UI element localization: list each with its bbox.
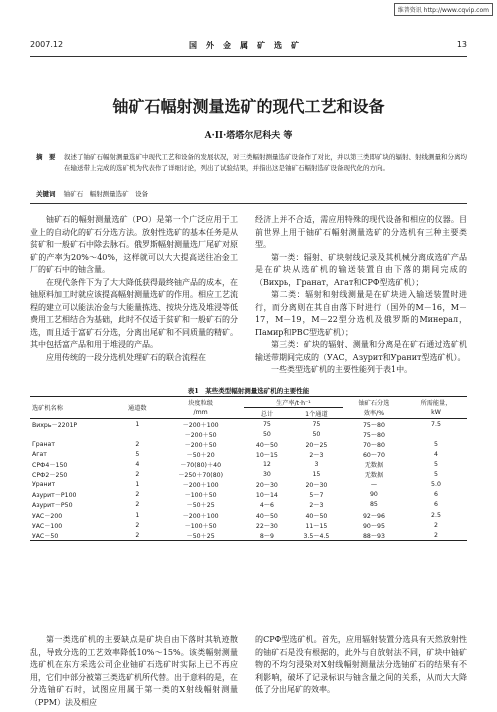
- cell-size: －200＋100: [157, 419, 244, 430]
- cell-efficiency: 60～70: [362, 452, 385, 460]
- journal-name: 国外金属矿选矿: [189, 41, 308, 50]
- cell-total: 22～30: [255, 522, 278, 530]
- table-row: [30, 429, 467, 439]
- cell-machine: Уранит: [32, 481, 56, 489]
- header-power-unit: kW: [431, 409, 441, 417]
- cell-machine: Азурит－P100: [32, 492, 77, 500]
- cell-power: 5: [434, 471, 438, 479]
- header-channels: 通道数: [117, 397, 157, 419]
- cell-power: 5: [434, 461, 438, 469]
- cell-power: 2: [405, 530, 467, 541]
- cell-channels: 2: [117, 530, 157, 541]
- running-header: [30, 40, 467, 52]
- cell-per-channel: 2～3: [309, 452, 324, 460]
- cell-machine: УAC－200: [32, 512, 63, 520]
- cell-machine: CPФ2－250: [32, 472, 68, 480]
- cell-efficiency: 92～96: [362, 512, 385, 520]
- watermark: 维普资讯 http://www.cqvip.com: [394, 3, 493, 16]
- table-row: [30, 470, 467, 480]
- cell-size: －200＋100: [182, 482, 219, 490]
- paragraph: 第一类选矿机的主要缺点是矿块自由下落时其轨迹散乱，导致分选的工艺效率降低10%～15%。该类幅射测量选矿机在东方采选公司企业铀矿石选矿时实际上已不再应用，它们中部分被第三类选矿机所代替。出于意料的是，在分选铀矿石时，试图应用属于第一类的X射线幅射测量（PPM）法及相应: [30, 635, 238, 707]
- cell-total: 12: [262, 461, 271, 469]
- paragraph: 的CPФ型选矿机。首先，应用辐射装置分选具有天然放射性的铀矿石是没有根据的，此外与自放射法不同，矿块中铀矿物的不均匀浸染对X射线幅射测量法分选铀矿石的结果有不利影响，破坏了记录标识与铀含量之间的关系，从而大大降低了分出尾矿的效率。: [255, 635, 467, 694]
- cell-total: 10～14: [255, 492, 278, 500]
- header-tailings: 铀矿石分选: [343, 397, 405, 408]
- cell-power: 6: [434, 501, 438, 509]
- cell-per-channel: 40～50: [305, 512, 328, 520]
- cell-per-channel: 50: [312, 430, 321, 438]
- abstract-rule: [30, 203, 467, 204]
- cell-channels: 2: [135, 491, 140, 499]
- cell-efficiency: 88～93: [343, 530, 405, 541]
- page-number: 13: [456, 40, 467, 49]
- cell-channels: 5: [135, 451, 140, 459]
- table-caption: 表1 某些类型幅射测量选矿机的主要性能: [187, 387, 310, 395]
- cell-efficiency: 70～80: [362, 441, 385, 449]
- cell-machine: УAC－50: [30, 530, 117, 541]
- cell-channels: 1: [117, 419, 157, 430]
- cell-total: 40～50: [255, 441, 278, 449]
- keywords: [36, 189, 467, 198]
- cell-total: 20～30: [255, 482, 278, 490]
- keywords-text: 铀矿石 幅射测量选矿 设备: [63, 190, 149, 198]
- cell-total: 50: [262, 430, 271, 438]
- cell-size: －250＋70(80): [178, 472, 223, 480]
- header-total: 总计: [260, 410, 274, 418]
- cell-machine: Азурит－P50: [32, 502, 73, 510]
- paragraph: 在现代条件下为了大大降低获得最终铀产品的成本，在铀原料加工时就应该提高幅射测量选矿的作用。相应工艺流程的建立可以能法冶金与大能量拣选、按块分选及堆浸等低费用工艺相结合为基础，此时不仅适于贫矿和一般矿石的分选，而且适于富矿石分选，分离出尾矿和不同质量的精矿。其中包括富产品和用于堆浸的产品。: [30, 277, 238, 349]
- cell-size: －200＋100: [182, 512, 219, 520]
- cell-channels: 1: [135, 481, 140, 489]
- cell-efficiency: 无数据: [364, 472, 384, 480]
- abstract-text: 叙述了铀矿石幅射测量选矿中现代工艺和设备的发展状况，对三类幅射测量选矿设备作了对比，并以第三类即矿块的辐射、射线测量和分离均在输送带上完成的选矿机为代表作了详细讨论，列出了试验结果，并指出这是铀矿石幅射选矿设备现代化的方向。: [64, 153, 467, 172]
- cell-efficiency: 无数据: [364, 462, 384, 470]
- cell-per-channel: 75: [290, 419, 343, 430]
- header-size-unit: /mm: [193, 409, 208, 417]
- cell-power: 2: [434, 521, 438, 529]
- cell-channels: 2: [135, 471, 140, 479]
- cell-channels: 2: [135, 521, 140, 529]
- cell-per-channel: 11～15: [305, 522, 328, 530]
- cell-channels: 1: [135, 511, 140, 519]
- cell-per-channel: 2～3: [309, 502, 324, 510]
- article-title: 铀矿石幅射测量选矿的现代工艺和设备: [112, 97, 385, 116]
- table-row: [30, 460, 467, 470]
- keywords-label: 关键词: [36, 190, 56, 198]
- cell-efficiency: 90: [369, 491, 378, 499]
- cell-size: －200＋50: [184, 441, 217, 449]
- cell-power: 5: [434, 440, 438, 448]
- cell-size: －50＋25: [157, 530, 244, 541]
- table-row: [30, 419, 467, 430]
- paragraph: 一些类型选矿机的主要性能列于表1中。: [271, 365, 413, 374]
- cell-machine: Гранат: [32, 440, 55, 448]
- cell-size: －100＋50: [184, 522, 217, 530]
- issue-date: 2007.12: [30, 40, 64, 49]
- cell-per-channel: 20～25: [305, 441, 328, 449]
- paragraph: 经济上并不合适，需应用特殊的现代设备和相应的仪器。目前世界上用于铀矿石幅射测量选矿的分选机有三种主要类型。: [255, 215, 467, 249]
- cell-total: 30: [262, 471, 271, 479]
- cell-per-channel: 3.5～4.5: [290, 530, 343, 541]
- header-rule: [30, 56, 467, 57]
- cell-size: －70(80)＋40: [180, 462, 222, 470]
- cell-per-channel: 5～7: [309, 492, 324, 500]
- abstract-label: 摘 要: [36, 153, 56, 161]
- cell-machine: CPФ4－150: [32, 462, 68, 470]
- header-machine: 选矿机名称: [30, 397, 117, 419]
- cell-power: 7.5: [405, 419, 467, 430]
- cell-efficiency: —: [370, 481, 378, 489]
- table-row: [30, 490, 467, 500]
- cell-efficiency: 85: [369, 501, 378, 509]
- cell-per-channel: 20～30: [305, 482, 328, 490]
- abstract: [36, 152, 467, 174]
- cell-efficiency: 75～80: [343, 419, 405, 430]
- cell-channels: [117, 429, 157, 439]
- cell-power: 4: [434, 451, 438, 459]
- cell-total: 40～50: [255, 512, 278, 520]
- performance-table: [30, 396, 467, 541]
- header-capacity: 生产率/t·h⁻¹: [244, 397, 343, 408]
- cell-machine: Агат: [32, 451, 47, 459]
- cell-power: 6: [434, 491, 438, 499]
- cell-power: 2.5: [431, 511, 441, 519]
- paragraph: 铀矿石的幅射测量选矿（PO）是第一个广泛应用于工业上的自动化的矿石分选方法。放射性选矿的基本任务是从贫矿和一般矿石中除去脉石。俄罗斯幅射测量选厂尾矿对原矿的产率为20%～40%，这样就可以大大提高送往冶金工厂的矿石中的铀含量。: [30, 215, 238, 274]
- left-column: [30, 214, 238, 364]
- table-row: [30, 500, 467, 510]
- header-tailings-unit: 效率/%: [363, 410, 385, 418]
- table-row: [30, 480, 467, 490]
- cell-size: －100＋50: [184, 492, 217, 500]
- cell-total: 10～15: [255, 452, 278, 460]
- cell-size: －50＋25: [186, 502, 215, 510]
- paragraph: 第三类：矿块的辐射、测量和分离是在矿石通过选矿机输送带期间完成的（УAC，Азурит和Уранит型选矿机）。: [255, 340, 467, 362]
- cell-total: 75: [244, 419, 290, 430]
- bottom-left-column: [30, 634, 238, 709]
- cell-size: －200＋50: [184, 431, 217, 439]
- paragraph: 第一类：辐射、矿块射线记录及其机械分离成选矿产品是在矿块从选矿机的输送装置自由下落的期间完成的（Вихрь，Гранат，Агат和CPФ型选矿机）；: [255, 252, 467, 287]
- cell-efficiency: 90～95: [362, 522, 385, 530]
- table-row: [30, 449, 467, 459]
- paragraph: 应用传统的一段分选机处理矿石的联合流程在: [46, 352, 206, 362]
- cell-total: 4～6: [259, 502, 274, 510]
- cell-size: －50＋20: [186, 452, 215, 460]
- article-author: A·II·塔塔尔尼科夫 等: [204, 131, 293, 141]
- cell-power: [405, 429, 467, 439]
- cell-channels: 2: [135, 440, 140, 448]
- bottom-right-column: [255, 634, 467, 697]
- cell-machine: Вихрь－2201P: [30, 419, 117, 430]
- cell-efficiency: 75～80: [362, 431, 385, 439]
- header-power: 所需能量，: [405, 397, 467, 408]
- cell-channels: 2: [135, 501, 140, 509]
- cell-machine: УAC－100: [32, 522, 63, 530]
- cell-machine: [30, 429, 117, 439]
- table-row: [30, 439, 467, 449]
- table-row: [30, 530, 467, 541]
- cell-per-channel: 3: [314, 461, 319, 469]
- table-row: [30, 520, 467, 530]
- cell-power: 5.0: [431, 481, 441, 489]
- cell-per-channel: 15: [312, 471, 321, 479]
- header-per-channel: 1个通道: [305, 410, 328, 418]
- right-column: [255, 214, 467, 377]
- header-size: 块度粒级: [157, 397, 244, 408]
- cell-total: 8～9: [244, 530, 290, 541]
- cell-channels: 4: [135, 461, 140, 469]
- paragraph: 第二类：辐射和射线测量是在矿块进入输送装置时进行，而分离则在其自由落下时进行（国外的M－16，M－17，M－19，M－22型分选机及俄罗斯的Минерал，Памир和PBC型选矿机）；: [255, 290, 467, 337]
- table-row: [30, 510, 467, 520]
